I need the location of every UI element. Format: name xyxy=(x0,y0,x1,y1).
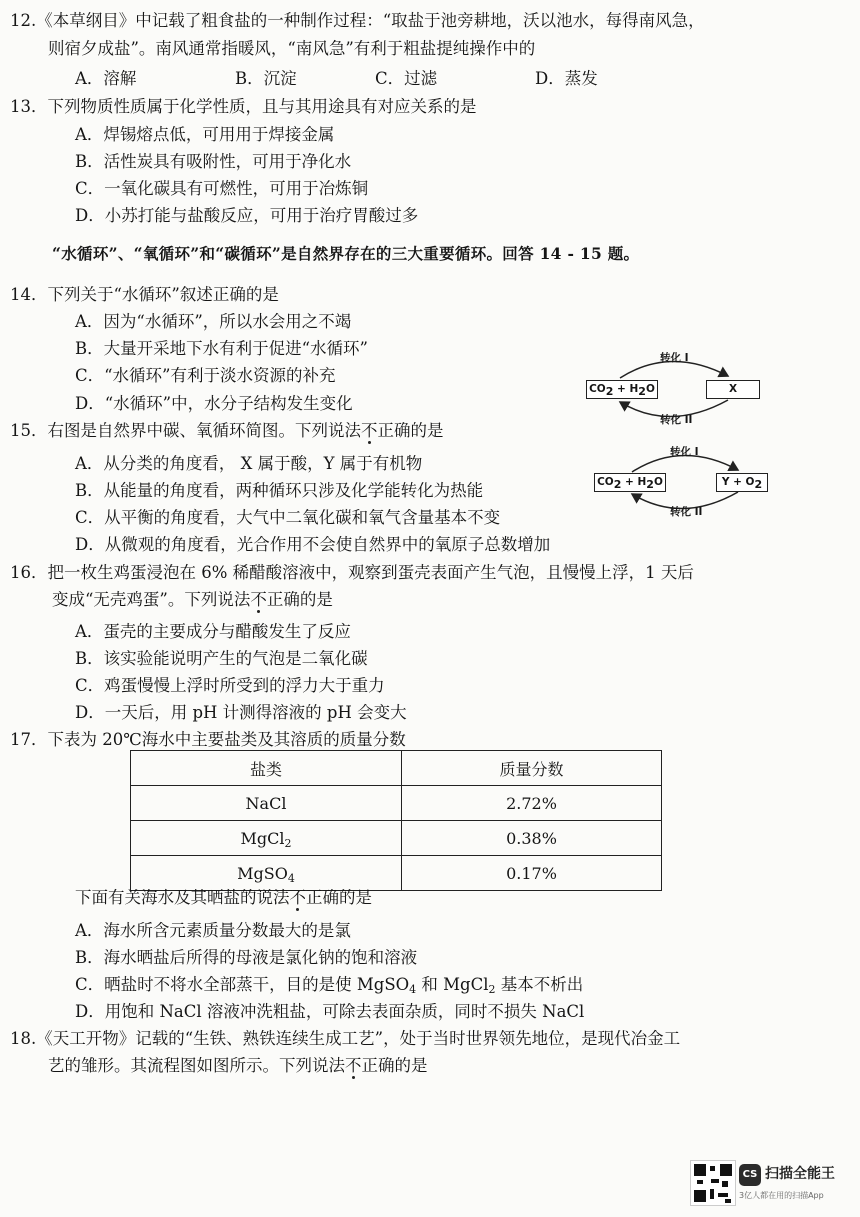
q16-option-b: B．该实验能说明产生的气泡是二氧化碳 xyxy=(75,649,368,668)
q16-option-d: D．一天后，用 pH 计测得溶液的 pH 会变大 xyxy=(75,703,407,722)
x-box: X xyxy=(706,380,760,399)
table-cell-value: 0.17% xyxy=(402,856,662,891)
co2-h2o-box: $CO_2 + H_2O$ xyxy=(586,380,658,399)
q13-option-d: D．小苏打能与盐酸反应，可用于治疗胃酸过多 xyxy=(75,206,419,225)
q14-option-a: A．因为“水循环”，所以水会用之不竭 xyxy=(75,312,352,331)
table-row xyxy=(131,786,662,821)
co2-h2o-box: $CO_2 + H_2O$ xyxy=(594,473,666,492)
table-header-row xyxy=(131,751,662,786)
q14-option-c: C．“水循环”有利于淡水资源的补充 xyxy=(75,366,336,385)
q14-option-b: B．大量开采地下水有利于促进“水循环” xyxy=(75,339,368,358)
q12-option-c: C．过滤 xyxy=(375,69,438,88)
q17-option-d: D．用饱和 NaCl 溶液冲洗粗盐，可除去表面杂质，同时不损失 NaCl xyxy=(75,1002,585,1021)
table-header-mass-fraction: 质量分数 xyxy=(402,751,662,786)
q17-option-a: A．海水所含元素质量分数最大的是氯 xyxy=(75,921,351,940)
water-cycle-diagram xyxy=(580,348,770,428)
q12-line2: 则宿夕成盐”。南风通常指暖风，“南风急”有利于粗盐提纯操作中的 xyxy=(48,39,536,58)
q12-line1: 12.《本草纲目》中记载了粗食盐的一种制作过程：“取盐于池旁耕地，沃以池水，每得南风急， xyxy=(10,11,705,30)
q16-line2: 变成“无壳鸡蛋”。下列说法不正确的是 xyxy=(52,590,333,609)
q15-stem: 15．右图是自然界中碳、氧循环简图。下列说法不正确的是 xyxy=(10,421,444,440)
q18-line2: 艺的雏形。其流程图如图所示。下列说法不正确的是 xyxy=(48,1056,428,1075)
q15-option-b: B．从能量的角度看，两种循环只涉及化学能转化为热能 xyxy=(75,481,484,500)
conversion-1-label: 转化 I xyxy=(660,352,689,364)
q12-option-b: B．沉淀 xyxy=(235,69,297,88)
qr-code-icon xyxy=(690,1160,736,1206)
seawater-salt-table xyxy=(130,750,662,891)
q14-option-d: D．“水循环”中，水分子结构发生变化 xyxy=(75,394,353,413)
scanner-brand: 扫描全能王 xyxy=(765,1166,835,1182)
q13-stem: 13．下列物质性质属于化学性质，且与其用途具有对应关系的是 xyxy=(10,97,477,116)
q17-option-c: C．晒盐时不将水全部蒸干，目的是使 MgSO$_4$ 和 MgCl$_2$ 基本不析出 xyxy=(75,975,584,996)
q14-stem: 14．下列关于“水循环”叙述正确的是 xyxy=(10,285,279,304)
conversion-2-label: 转化 II xyxy=(660,414,693,426)
q12-option-a: A．溶解 xyxy=(75,69,137,88)
conversion-1-label: 转化 I xyxy=(670,446,699,458)
q13-option-b: B．活性炭具有吸附性，可用于净化水 xyxy=(75,152,352,171)
q16-option-a: A．蛋壳的主要成分与醋酸发生了反应 xyxy=(75,622,351,641)
table-cell-salt: MgCl$_2$ xyxy=(131,821,402,856)
carbon-oxygen-cycle-diagram xyxy=(590,440,780,520)
table-cell-value: 2.72% xyxy=(402,786,662,821)
q13-option-a: A．焊锡熔点低，可用用于焊接金属 xyxy=(75,125,335,144)
q17-follow-up-stem: 下面有关海水及其晒盐的说法不正确的是 xyxy=(75,888,372,907)
table-cell-value: 0.38% xyxy=(402,821,662,856)
q17-stem: 17．下表为 20℃海水中主要盐类及其溶质的质量分数 xyxy=(10,730,406,749)
table-row xyxy=(131,821,662,856)
table-header-salt: 盐类 xyxy=(131,751,402,786)
q16-line1: 16．把一枚生鸡蛋浸泡在 6% 稀醋酸溶液中，观察到蛋壳表面产生气泡，且慢慢上浮，1 天后 xyxy=(10,563,694,582)
q12-option-d: D．蒸发 xyxy=(535,69,598,88)
q13-option-c: C．一氧化碳具有可燃性，可用于冶炼铜 xyxy=(75,179,369,198)
q15-option-c: C．从平衡的角度看，大气中二氧化碳和氧气含量基本不变 xyxy=(75,508,501,527)
y-o2-box: $Y + O_2$ xyxy=(716,473,768,492)
scanner-logo-icon: CS xyxy=(739,1164,761,1186)
cycle-intro: “水循环”、“氧循环”和“碳循环”是自然界存在的三大重要循环。回答 14 - 15 题。 xyxy=(52,244,640,263)
conversion-2-label: 转化 II xyxy=(670,506,703,518)
q18-line1: 18.《天工开物》记载的“生铁、熟铁连续生成工艺”，处于当时世界领先地位，是现代冶金工 xyxy=(10,1029,681,1048)
q15-option-d: D．从微观的角度看，光合作用不会使自然界中的氧原子总数增加 xyxy=(75,535,551,554)
q16-option-c: C．鸡蛋慢慢上浮时所受到的浮力大于重力 xyxy=(75,676,385,695)
q17-option-b: B．海水晒盐后所得的母液是氯化钠的饱和溶液 xyxy=(75,948,418,967)
scanner-slogan: 3亿人都在用的扫描App xyxy=(739,1191,824,1200)
q15-option-a: A．从分类的角度看， X 属于酸，Y 属于有机物 xyxy=(75,454,423,473)
table-cell-salt: MgSO$_4$ xyxy=(131,856,402,891)
table-cell-salt: NaCl xyxy=(131,786,402,821)
